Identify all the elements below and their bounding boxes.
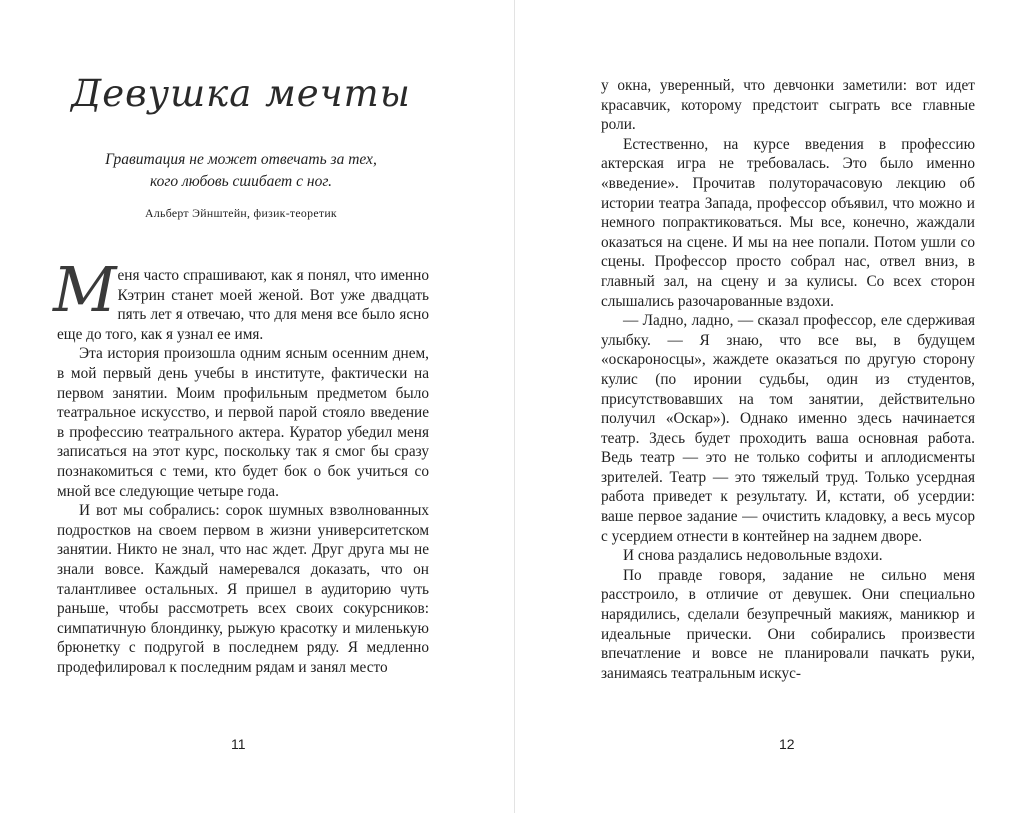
- paragraph: Естественно, на курсе введения в профессию актерская игра не требовалась. Это было именно «введение». Прочитав полуторачасовую лекцию об истории театра Запада, профессор объявил, что можно и немного попрактиковаться. Мы все, конечно, жаждали оказаться на сцене. И мы на нее попали. Потом ушли со сцены. Профессор просто собрал нас, отвел вниз, в главный зал, на сцену и за кулисы. Со всех сторон слышались разочарованные вздохи.: [601, 135, 975, 310]
- chapter-title: Девушка мечты: [71, 72, 411, 115]
- epigraph-line: Гравитация не может отвечать за тех,: [105, 151, 377, 168]
- left-page: [0, 0, 515, 813]
- paragraph-text: еня часто спрашивают, как я понял, что именно Кэтрин станет моей женой. Вот уже двадцать пять лет я отвечаю, что для меня все было ясно еще до того, как я узнал ее имя.: [57, 267, 429, 343]
- paragraph: [53, 253, 429, 344]
- page-number: 11: [231, 736, 246, 752]
- paragraph: И снова раздались недовольные вздохи.: [623, 547, 883, 565]
- right-page: [516, 0, 1031, 813]
- paragraph: — Ладно, ладно, — сказал профессор, еле сдерживая улыбку. — Я знаю, что все вы, в будущем «оскароносцы», жаждете оказаться по другую сторону кулис (по иронии судьбы, один из студентов, присутствовавших на том занятии, действительно получил «Оскар»). Однако именно здесь начинается театр. Здесь будет проходить ваша основная работа. Ведь театр — это не только софиты и аплодисменты зрителей. Театр — это тяжелый труд. Только усердная работа приведет к результату. И, кстати, об усердии: ваше первое задание — очистить кладовку, а весь мусор с усердием отнести в контейнер на заднем дворе.: [601, 312, 975, 545]
- paragraph: По правде говоря, задание не сильно меня расстроило, в отличие от девушек. Они специально нарядились, сделали безупречный макияж, маникюр и идеальные прически. Они собирались произвести впечатление и вовсе не планировали пачкать руки, занимаясь театральным искус-: [601, 566, 975, 682]
- spine-gutter: [514, 0, 515, 813]
- epigraph: [0, 149, 482, 193]
- right-body-text: [601, 76, 975, 683]
- epigraph-attribution: Альберт Эйнштейн, физик-теоретик: [145, 206, 337, 220]
- paragraph: И вот мы собрались: сорок шумных взволнованных подростков на своем первом в жизни университетском занятии. Никто не знал, что нас ждет. Друг друга мы не знали вовсе. Каждый намеревался доказать, что он талантливее остальных. Я пришел в аудиторию чуть раньше, чтобы рассмотреть всех своих сокурсников: симпатичную блондинку, рыжую красотку и миленькую брюнетку с подругой в последнем ряду. Я медленно продефилировал к последним рядам и занял место: [57, 502, 429, 676]
- epigraph-line: кого любовь сшибает с ног.: [149, 173, 333, 190]
- left-body-text: [53, 253, 429, 677]
- paragraph: у окна, уверенный, что девчонки заметили: вот идет красавчик, которому предстоит сыграть все главные роли.: [601, 77, 975, 134]
- page-number: 12: [779, 736, 795, 752]
- paragraph: Эта история произошла одним ясным осенним днем, в мой первый день учебы в институте, фактически на первом занятии. Моим профильным предметом было театральное искусство, и первой парой стояло введение в профессию театрального актера. Куратор убедил меня записаться на этот курс, поскольку так я смог бы сразу познакомиться с теми, кто будет бок о бок учиться со мной все следующие четыре года.: [57, 345, 429, 500]
- drop-cap: М: [53, 253, 117, 326]
